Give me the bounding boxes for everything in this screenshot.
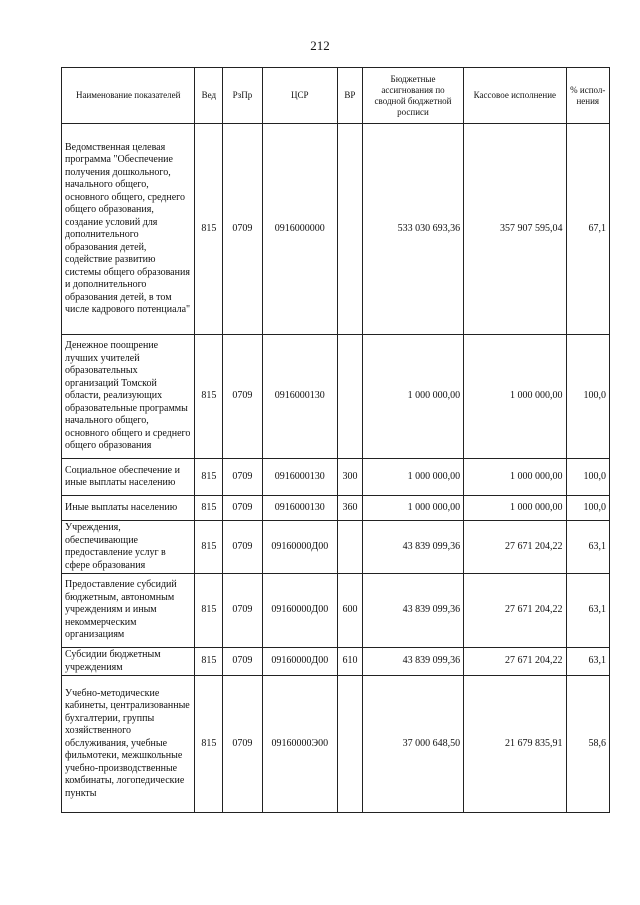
table-header-row <box>62 68 610 124</box>
row-name: Социальное обеспечение и иные выплаты населению <box>62 459 195 496</box>
header-cash: Кассовое исполнение <box>464 68 566 124</box>
row-budget: 1 000 000,00 <box>362 459 463 496</box>
row-cash: 27 671 204,22 <box>464 574 566 648</box>
row-ved: 815 <box>195 496 223 521</box>
row-budget: 533 030 693,36 <box>362 124 463 335</box>
row-ved: 815 <box>195 676 223 813</box>
row-percent: 63,1 <box>566 648 609 676</box>
row-rzpr: 0709 <box>223 521 262 574</box>
row-vr: 600 <box>338 574 363 648</box>
row-cash: 27 671 204,22 <box>464 648 566 676</box>
row-name: Учреждения, обеспечивающие предоставление услуг в сфере образования <box>62 521 195 574</box>
row-ved: 815 <box>195 574 223 648</box>
row-percent: 63,1 <box>566 574 609 648</box>
row-vr: 360 <box>338 496 363 521</box>
row-csr: 09160000Э00 <box>262 676 337 813</box>
row-name: Иные выплаты населению <box>62 496 195 521</box>
row-name: Предоставление субсидий бюджетным, автономным учреждениям и иным некоммерческим организациям <box>62 574 195 648</box>
row-name: Субсидии бюджетным учреждениям <box>62 648 195 676</box>
header-rzpr: РзПр <box>223 68 262 124</box>
table-row <box>62 459 610 496</box>
row-csr: 0916000130 <box>262 496 337 521</box>
row-percent: 100,0 <box>566 496 609 521</box>
header-ved: Вед <box>195 68 223 124</box>
row-vr <box>338 521 363 574</box>
row-budget: 1 000 000,00 <box>362 496 463 521</box>
row-csr: 0916000130 <box>262 335 337 459</box>
row-cash: 357 907 595,04 <box>464 124 566 335</box>
row-ved: 815 <box>195 335 223 459</box>
row-ved: 815 <box>195 521 223 574</box>
row-csr: 09160000Д00 <box>262 574 337 648</box>
row-ved: 815 <box>195 124 223 335</box>
budget-table <box>61 67 610 813</box>
row-cash: 21 679 835,91 <box>464 676 566 813</box>
row-csr: 09160000Д00 <box>262 521 337 574</box>
row-vr <box>338 335 363 459</box>
row-cash: 1 000 000,00 <box>464 335 566 459</box>
row-percent: 67,1 <box>566 124 609 335</box>
row-rzpr: 0709 <box>223 676 262 813</box>
row-percent: 63,1 <box>566 521 609 574</box>
header-percent: % испол-нения <box>566 68 609 124</box>
row-rzpr: 0709 <box>223 496 262 521</box>
row-percent: 100,0 <box>566 459 609 496</box>
table-row <box>62 124 610 335</box>
table-row <box>62 648 610 676</box>
row-vr: 300 <box>338 459 363 496</box>
row-csr: 0916000000 <box>262 124 337 335</box>
row-budget: 1 000 000,00 <box>362 335 463 459</box>
header-csr: ЦСР <box>262 68 337 124</box>
table-row <box>62 496 610 521</box>
table-row <box>62 574 610 648</box>
row-name: Денежное поощрение лучших учителей образовательных организаций Томской области, реализующих образовательные программы начального общего, основного общего и среднего общего образования <box>62 335 195 459</box>
row-vr <box>338 676 363 813</box>
header-name: Наименование показателей <box>62 68 195 124</box>
row-cash: 1 000 000,00 <box>464 496 566 521</box>
row-budget: 43 839 099,36 <box>362 521 463 574</box>
row-percent: 100,0 <box>566 335 609 459</box>
header-vr: ВР <box>338 68 363 124</box>
row-csr: 09160000Д00 <box>262 648 337 676</box>
header-budget: Бюджетные ассигнования по сводной бюджетной росписи <box>362 68 463 124</box>
row-rzpr: 0709 <box>223 574 262 648</box>
table-row <box>62 521 610 574</box>
table-row <box>62 335 610 459</box>
row-rzpr: 0709 <box>223 335 262 459</box>
page-number: 212 <box>310 38 330 53</box>
row-budget: 43 839 099,36 <box>362 574 463 648</box>
row-name: Учебно-методические кабинеты, централизованные бухгалтерии, группы хозяйственного обслуживания, учебные фильмотеки, межшкольные учебно-производственные комбинаты, логопедические пункты <box>62 676 195 813</box>
row-rzpr: 0709 <box>223 124 262 335</box>
row-ved: 815 <box>195 648 223 676</box>
row-cash: 1 000 000,00 <box>464 459 566 496</box>
row-percent: 58,6 <box>566 676 609 813</box>
row-budget: 43 839 099,36 <box>362 648 463 676</box>
row-rzpr: 0709 <box>223 459 262 496</box>
row-csr: 0916000130 <box>262 459 337 496</box>
table-row <box>62 676 610 813</box>
row-ved: 815 <box>195 459 223 496</box>
row-cash: 27 671 204,22 <box>464 521 566 574</box>
row-name: Ведомственная целевая программа "Обеспечение получения дошкольного, начального общего, основного общего, среднего общего образования, создание условий для дополнительного образования детей, содействие развитию системы общего образования и дополнительного образования детей, в том числе кадрового потенциала" <box>62 124 195 335</box>
row-budget: 37 000 648,50 <box>362 676 463 813</box>
row-vr: 610 <box>338 648 363 676</box>
row-rzpr: 0709 <box>223 648 262 676</box>
row-vr <box>338 124 363 335</box>
